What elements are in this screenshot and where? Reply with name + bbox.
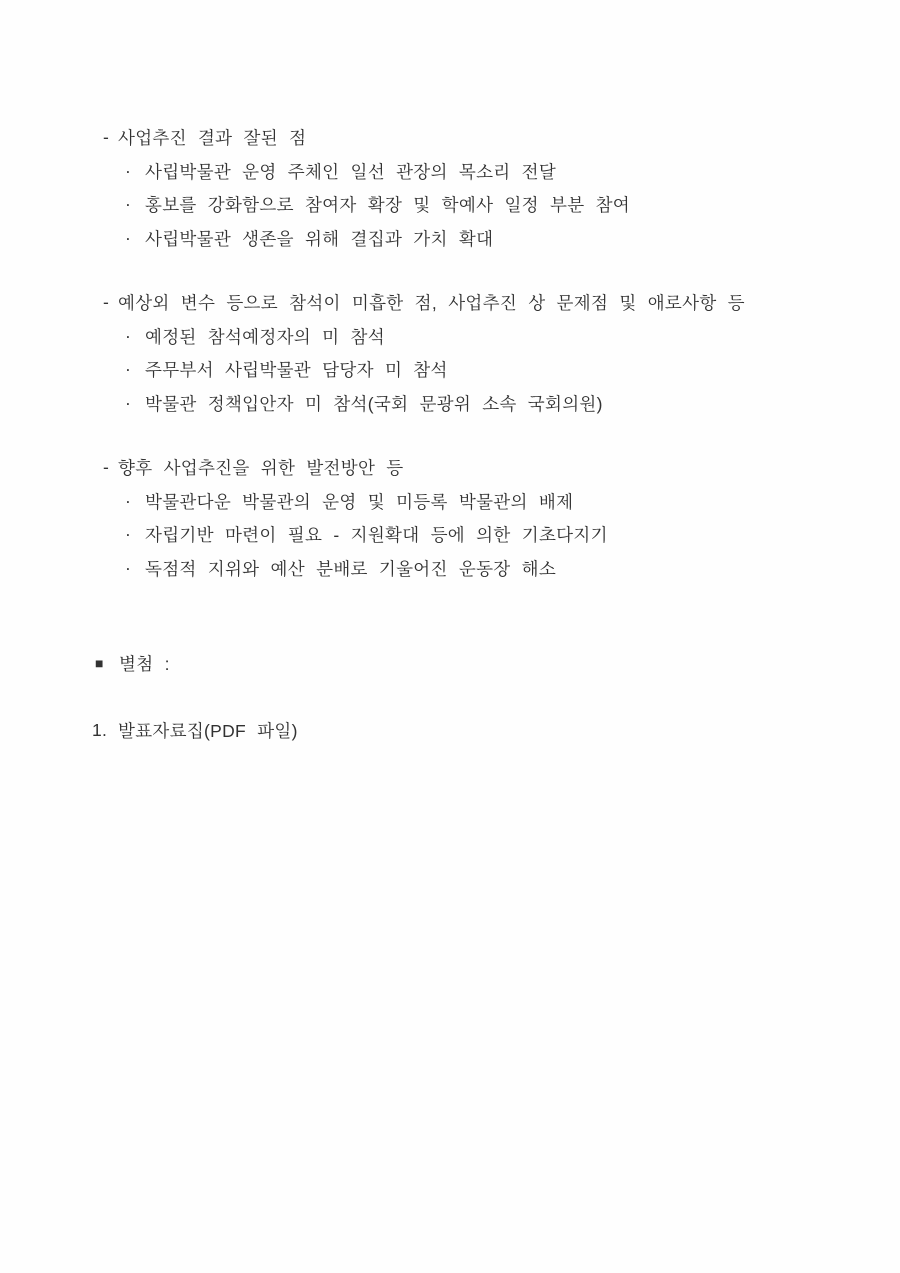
section-heading-text: 예상외 변수 등으로 참석이 미흡한 점, 사업추진 상 문제점 및 애로사항 등 [118, 293, 745, 314]
list-item [125, 552, 608, 586]
list-item-text: 박물관 정책입안자 미 참석(국회 문광위 소속 국회의원) [145, 393, 603, 414]
dot-bullet: · [125, 392, 132, 413]
list-item [125, 222, 630, 256]
square-bullet: ■ [95, 655, 104, 671]
list-item [125, 188, 630, 222]
attachment-item-text: 발표자료집(PDF 파일) [118, 720, 298, 741]
attachment-item [92, 713, 298, 747]
section-future-plans [103, 451, 608, 585]
attachment-heading [95, 646, 170, 680]
dot-bullet: · [125, 227, 132, 248]
dot-bullet: · [125, 524, 132, 545]
dot-bullet: · [125, 557, 132, 578]
dot-bullet: · [125, 325, 132, 346]
attachment-heading-text: 별첨 : [119, 653, 170, 674]
dot-bullet: · [125, 160, 132, 181]
section-heading [103, 286, 745, 320]
section-heading [103, 451, 608, 485]
list-item-text: 사립박물관 운영 주체인 일선 관장의 목소리 전달 [145, 161, 557, 182]
list-item [125, 387, 745, 421]
list-item [125, 353, 745, 387]
attachment-item-number: 1. [92, 719, 108, 740]
list-item-text: 홍보를 강화함으로 참여자 확장 및 학예사 일정 부분 참여 [145, 195, 631, 216]
list-item [125, 320, 745, 354]
list-item-text: 자립기반 마련이 필요 - 지원확대 등에 의한 기초다지기 [145, 525, 608, 546]
section-project-results [103, 121, 630, 255]
list-item-text: 주무부서 사립박물관 담당자 미 참석 [145, 360, 448, 381]
dot-bullet: · [125, 194, 132, 215]
section-heading [103, 121, 630, 155]
dot-bullet: · [125, 359, 132, 380]
list-item-text: 박물관다운 박물관의 운영 및 미등록 박물관의 배제 [145, 491, 574, 512]
list-item [125, 518, 608, 552]
dash-bullet: - [103, 127, 110, 148]
list-item [125, 485, 608, 519]
section-problems [103, 286, 745, 420]
section-heading-text: 사업추진 결과 잘된 점 [118, 128, 307, 149]
list-item [125, 155, 630, 189]
dash-bullet: - [103, 457, 110, 478]
section-heading-text: 향후 사업추진을 위한 발전방안 등 [118, 458, 404, 479]
list-item-text: 사립박물관 생존을 위해 결집과 가치 확대 [145, 228, 494, 249]
dot-bullet: · [125, 490, 132, 511]
dash-bullet: - [103, 292, 110, 313]
list-item-text: 독점적 지위와 예산 분배로 기울어진 운동장 해소 [145, 558, 557, 579]
list-item-text: 예정된 참석예정자의 미 참석 [145, 326, 385, 347]
